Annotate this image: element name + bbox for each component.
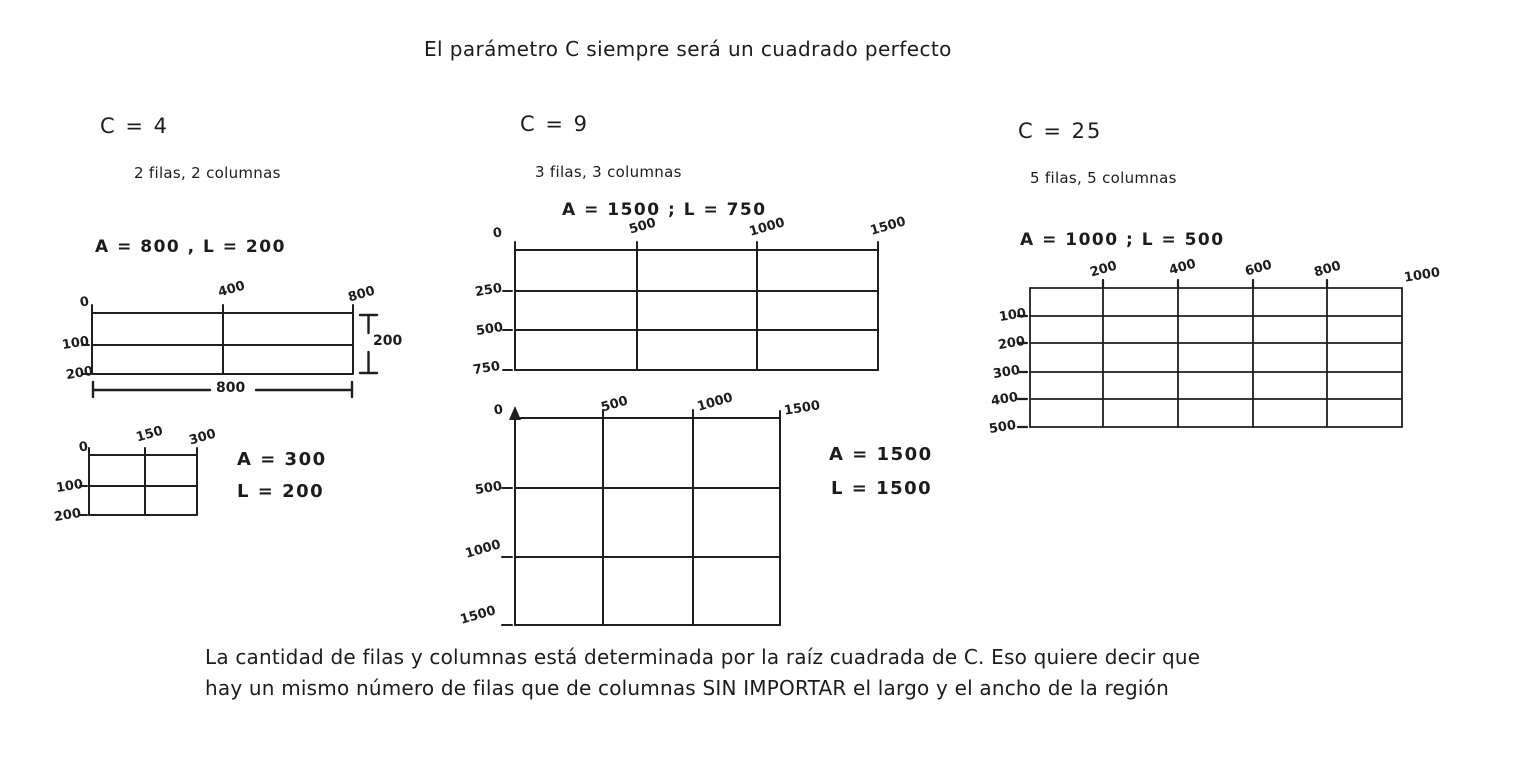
c4-main-xtick-1: 400 xyxy=(216,278,247,301)
footer-note-line1: La cantidad de filas y columnas está determinada por la raíz cuadrada de C. Eso quiere decir que xyxy=(205,645,1201,669)
page-title: El parámetro C siempre será un cuadrado perfecto xyxy=(424,37,952,61)
c9-bottom-xtick-0: 0 xyxy=(492,402,505,419)
c25-ytick-0: 100 xyxy=(997,305,1028,326)
c9-top-grid-lines xyxy=(460,215,910,385)
c25-ytick-3: 400 xyxy=(989,389,1020,410)
section-c25-subheading: 5 filas, 5 columnas xyxy=(1030,169,1177,187)
section-c9-subheading: 3 filas, 3 columnas xyxy=(535,163,682,181)
c9-top-xtick-1: 500 xyxy=(627,215,658,238)
c9-bottom-ytick-0: 500 xyxy=(473,478,504,499)
c9-bottom-ytick-1: 1000 xyxy=(463,537,503,562)
footer-note-line2: hay un mismo número de filas que de columnas SIN IMPORTAR el largo y el ancho de la región xyxy=(205,676,1169,700)
c4-main-grid xyxy=(60,278,405,410)
c25-main-grid-lines xyxy=(980,255,1460,445)
c9-bottom-grid-lines xyxy=(450,395,933,640)
c4-main-xtick-0: 0 xyxy=(78,294,91,311)
section-c9-params: A = 1500 ; L = 750 xyxy=(562,200,767,220)
c25-xtick-3: 800 xyxy=(1312,258,1343,281)
c4-small-xtick-1: 150 xyxy=(134,423,165,446)
c4-main-height-brace-label: 200 xyxy=(373,333,403,349)
c4-small-annotation-length: L = 200 xyxy=(237,481,325,502)
c9-top-xtick-3: 1500 xyxy=(868,214,908,239)
c9-top-xtick-0: 0 xyxy=(491,225,504,242)
c4-small-xtick-2: 300 xyxy=(187,426,218,449)
c25-ytick-2: 300 xyxy=(991,362,1022,383)
c9-bottom-grid xyxy=(450,390,933,640)
c9-top-ytick-0: 250 xyxy=(473,280,504,301)
c9-bottom-xtick-3: 1500 xyxy=(783,398,822,419)
section-c4-heading: C = 4 xyxy=(100,114,169,138)
c25-xtick-0: 200 xyxy=(1088,258,1119,281)
c25-xtick-4: 1000 xyxy=(1403,265,1442,286)
c4-small-annotation-area: A = 300 xyxy=(237,449,327,470)
c25-xtick-1: 400 xyxy=(1167,256,1198,279)
section-c9-heading: C = 9 xyxy=(520,112,589,136)
section-c4-params: A = 800 , L = 200 xyxy=(95,237,286,257)
c9-bottom-xtick-2: 1000 xyxy=(695,390,735,415)
c9-bottom-axis-arrow-icon xyxy=(509,406,521,420)
c4-main-width-brace-label: 800 xyxy=(216,380,246,396)
c4-small-grid xyxy=(52,420,350,535)
c9-top-ytick-2: 750 xyxy=(471,358,502,379)
c9-top-grid xyxy=(460,215,910,385)
c4-main-ytick-1: 200 xyxy=(64,363,95,384)
c9-bottom-xtick-1: 500 xyxy=(599,393,630,416)
section-c4-subheading: 2 filas, 2 columnas xyxy=(134,164,281,182)
c4-small-xtick-0: 0 xyxy=(77,439,90,456)
c25-ytick-4: 500 xyxy=(987,417,1018,438)
c4-main-ytick-0: 100 xyxy=(60,333,91,354)
c25-ytick-1: 200 xyxy=(996,333,1027,354)
section-c25-heading: C = 25 xyxy=(1018,119,1103,143)
c9-bottom-annotation-area: A = 1500 xyxy=(829,444,933,465)
c25-xtick-2: 600 xyxy=(1243,257,1274,280)
c25-main-grid xyxy=(980,255,1460,445)
section-c25-params: A = 1000 ; L = 500 xyxy=(1020,230,1225,250)
c4-main-xtick-2: 800 xyxy=(346,283,377,306)
c4-small-ytick-0: 100 xyxy=(54,476,85,497)
c9-top-ytick-1: 500 xyxy=(474,319,505,340)
c9-top-xtick-2: 1000 xyxy=(747,215,787,240)
c4-small-ytick-1: 200 xyxy=(52,505,83,526)
c9-bottom-annotation-length: L = 1500 xyxy=(831,478,933,499)
c9-bottom-ytick-2: 1500 xyxy=(458,603,498,628)
